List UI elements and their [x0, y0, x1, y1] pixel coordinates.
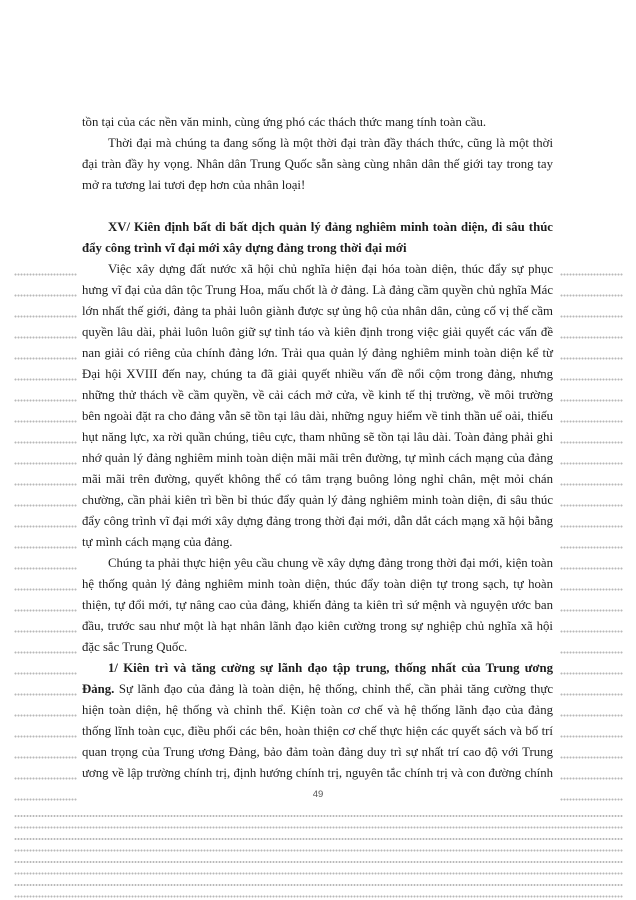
text-line: nhớ quản lý đảng nghiêm minh toàn diện mãi mãi trên đường, tự mình cách mạng của đảng [82, 451, 553, 465]
text-line: đầu, trước sau như một là hạt nhân lãnh đạo kiên cường trong sự nghiệp chủ nghĩa xã hội [82, 619, 553, 633]
text-line: bên ngoài đặt ra cho đảng vẫn sẽ tồn tại lâu dài, những nguy hiểm về tinh thần uể oải, thiếu [82, 409, 553, 423]
text-line: đại tràn đầy hy vọng. Nhân dân Trung Quốc sẵn sàng cùng nhân dân thế giới tay trong tay [82, 157, 553, 171]
bold-run: 1/ Kiên trì và tăng cường sự lãnh đạo tập trung, thống nhất của Trung ương [108, 661, 553, 675]
text-line: nan giải có riêng của chính đảng lớn. Trải qua quản lý đảng nghiêm minh toàn diện kể từ [82, 346, 553, 360]
text-line: lớn nhất thế giới, đảng ta phải luôn giành được sự ủng hộ của nhân dân, củng cố vị thế cầm [82, 304, 553, 318]
text-line: Việc xây dựng đất nước xã hội chủ nghĩa hiện đại hóa toàn diện, thúc đẩy sự phục [108, 262, 553, 276]
text-line: quan trọng của Trung ương Đảng, bảo đảm toàn đảng duy trì sự nhất trí cao độ với Trung [82, 745, 553, 759]
text-line: tồn tại của các nền văn minh, cùng ứng phó các thách thức mang tính toàn cầu. [82, 115, 487, 129]
body-text [82, 112, 553, 784]
text-line: hưng vĩ đại của dân tộc Trung Hoa, mấu chốt là ở đảng. Là đảng cầm quyền chủ nghĩa Mác [82, 283, 553, 297]
text-run: Sự lãnh đạo của đảng là toàn diện, hệ thống, chỉnh thể, cần phải tăng cường thực [114, 682, 553, 696]
intro-paragraph [82, 259, 553, 553]
bold-run: Đảng. [82, 682, 115, 696]
text-line: Đại hội XVIII đến nay, chúng ta đã giải quyết nhiều vấn đề nổi cộm trong đảng, nhưng [82, 367, 553, 381]
left-margin-leader-lines [14, 255, 77, 801]
text-line: thiện, tự đổi mới, tự nâng cao của đảng, khiến đảng ta kiên trì sứ mệnh và nguyện ước ban [82, 598, 553, 612]
text-line: XV/ Kiên định bất di bất dịch quản lý đảng nghiêm minh toàn diện, đi sâu thúc [108, 220, 553, 234]
requirements-paragraph [82, 553, 553, 658]
item-1-paragraph [82, 658, 553, 784]
section-heading [82, 217, 553, 259]
text-line [82, 658, 553, 679]
text-line: đẩy công trình vĩ đại mới xây dựng đảng trong thời đại mới, dẫn dắt cách mạng xã hội bằng [82, 514, 553, 528]
text-line: đẩy công trình vĩ đại mới xây dựng đảng trong thời đại mới [82, 241, 407, 255]
bottom-leader-lines [14, 806, 623, 898]
page-number: 49 [312, 789, 324, 800]
text-line: thống lĩnh toàn cục, điều phối các bên, hoàn thiện cơ chế thực hiện các quyết sách và bố trí [82, 724, 553, 738]
text-line: chường, cần phải kiên trì bền bỉ thúc đẩy quản lý đảng nghiêm minh toàn diện, đi sâu thúc [82, 493, 553, 507]
text-line: mãi mãi trên đường, quyết không thể có tâm trạng buông lỏng nghỉ chân, mệt mỏi chán [82, 472, 553, 486]
text-line: hệ thống quản lý đảng nghiêm minh toàn diện, thúc đẩy toàn diện tự trong sạch, tự hoàn [82, 577, 553, 591]
text-line: đặc sắc Trung Quốc. [82, 640, 188, 654]
text-line [82, 679, 553, 700]
right-margin-leader-lines [560, 255, 623, 801]
text-line: Thời đại mà chúng ta đang sống là một thời đại tràn đầy thách thức, cũng là một thời [108, 136, 553, 150]
text-line: Chúng ta phải thực hiện yêu cầu chung về xây dựng đảng trong thời đại mới, kiện toàn [108, 556, 553, 570]
text-line: tự mình cách mạng của đảng. [82, 535, 233, 549]
text-line: ương về lập trường chính trị, định hướng chính trị, nguyên tắc chính trị và con đường chính [82, 766, 553, 780]
text-line: hụt năng lực, xa rời quần chúng, tiêu cực, tham nhũng sẽ tồn tại lâu dài. Toàn đảng phải ghi [82, 430, 553, 444]
text-line: hiện toàn diện, hệ thống và chỉnh thể. Kiện toàn cơ chế và hệ thống lãnh đạo của đảng [82, 703, 553, 717]
text-line: những thử thách về cầm quyền, về cải cách mở cửa, về kinh tế thị trường, về môi trường [82, 388, 553, 402]
text-line: mở ra tương lai tươi đẹp hơn của nhân loại! [82, 178, 306, 192]
closing-paragraph [82, 133, 553, 196]
continued-paragraph [82, 112, 553, 133]
text-line: quyền lâu dài, phải luôn luôn giữ sự tỉnh táo và kiên định trong việc giải quyết các vấn đề [82, 325, 553, 339]
